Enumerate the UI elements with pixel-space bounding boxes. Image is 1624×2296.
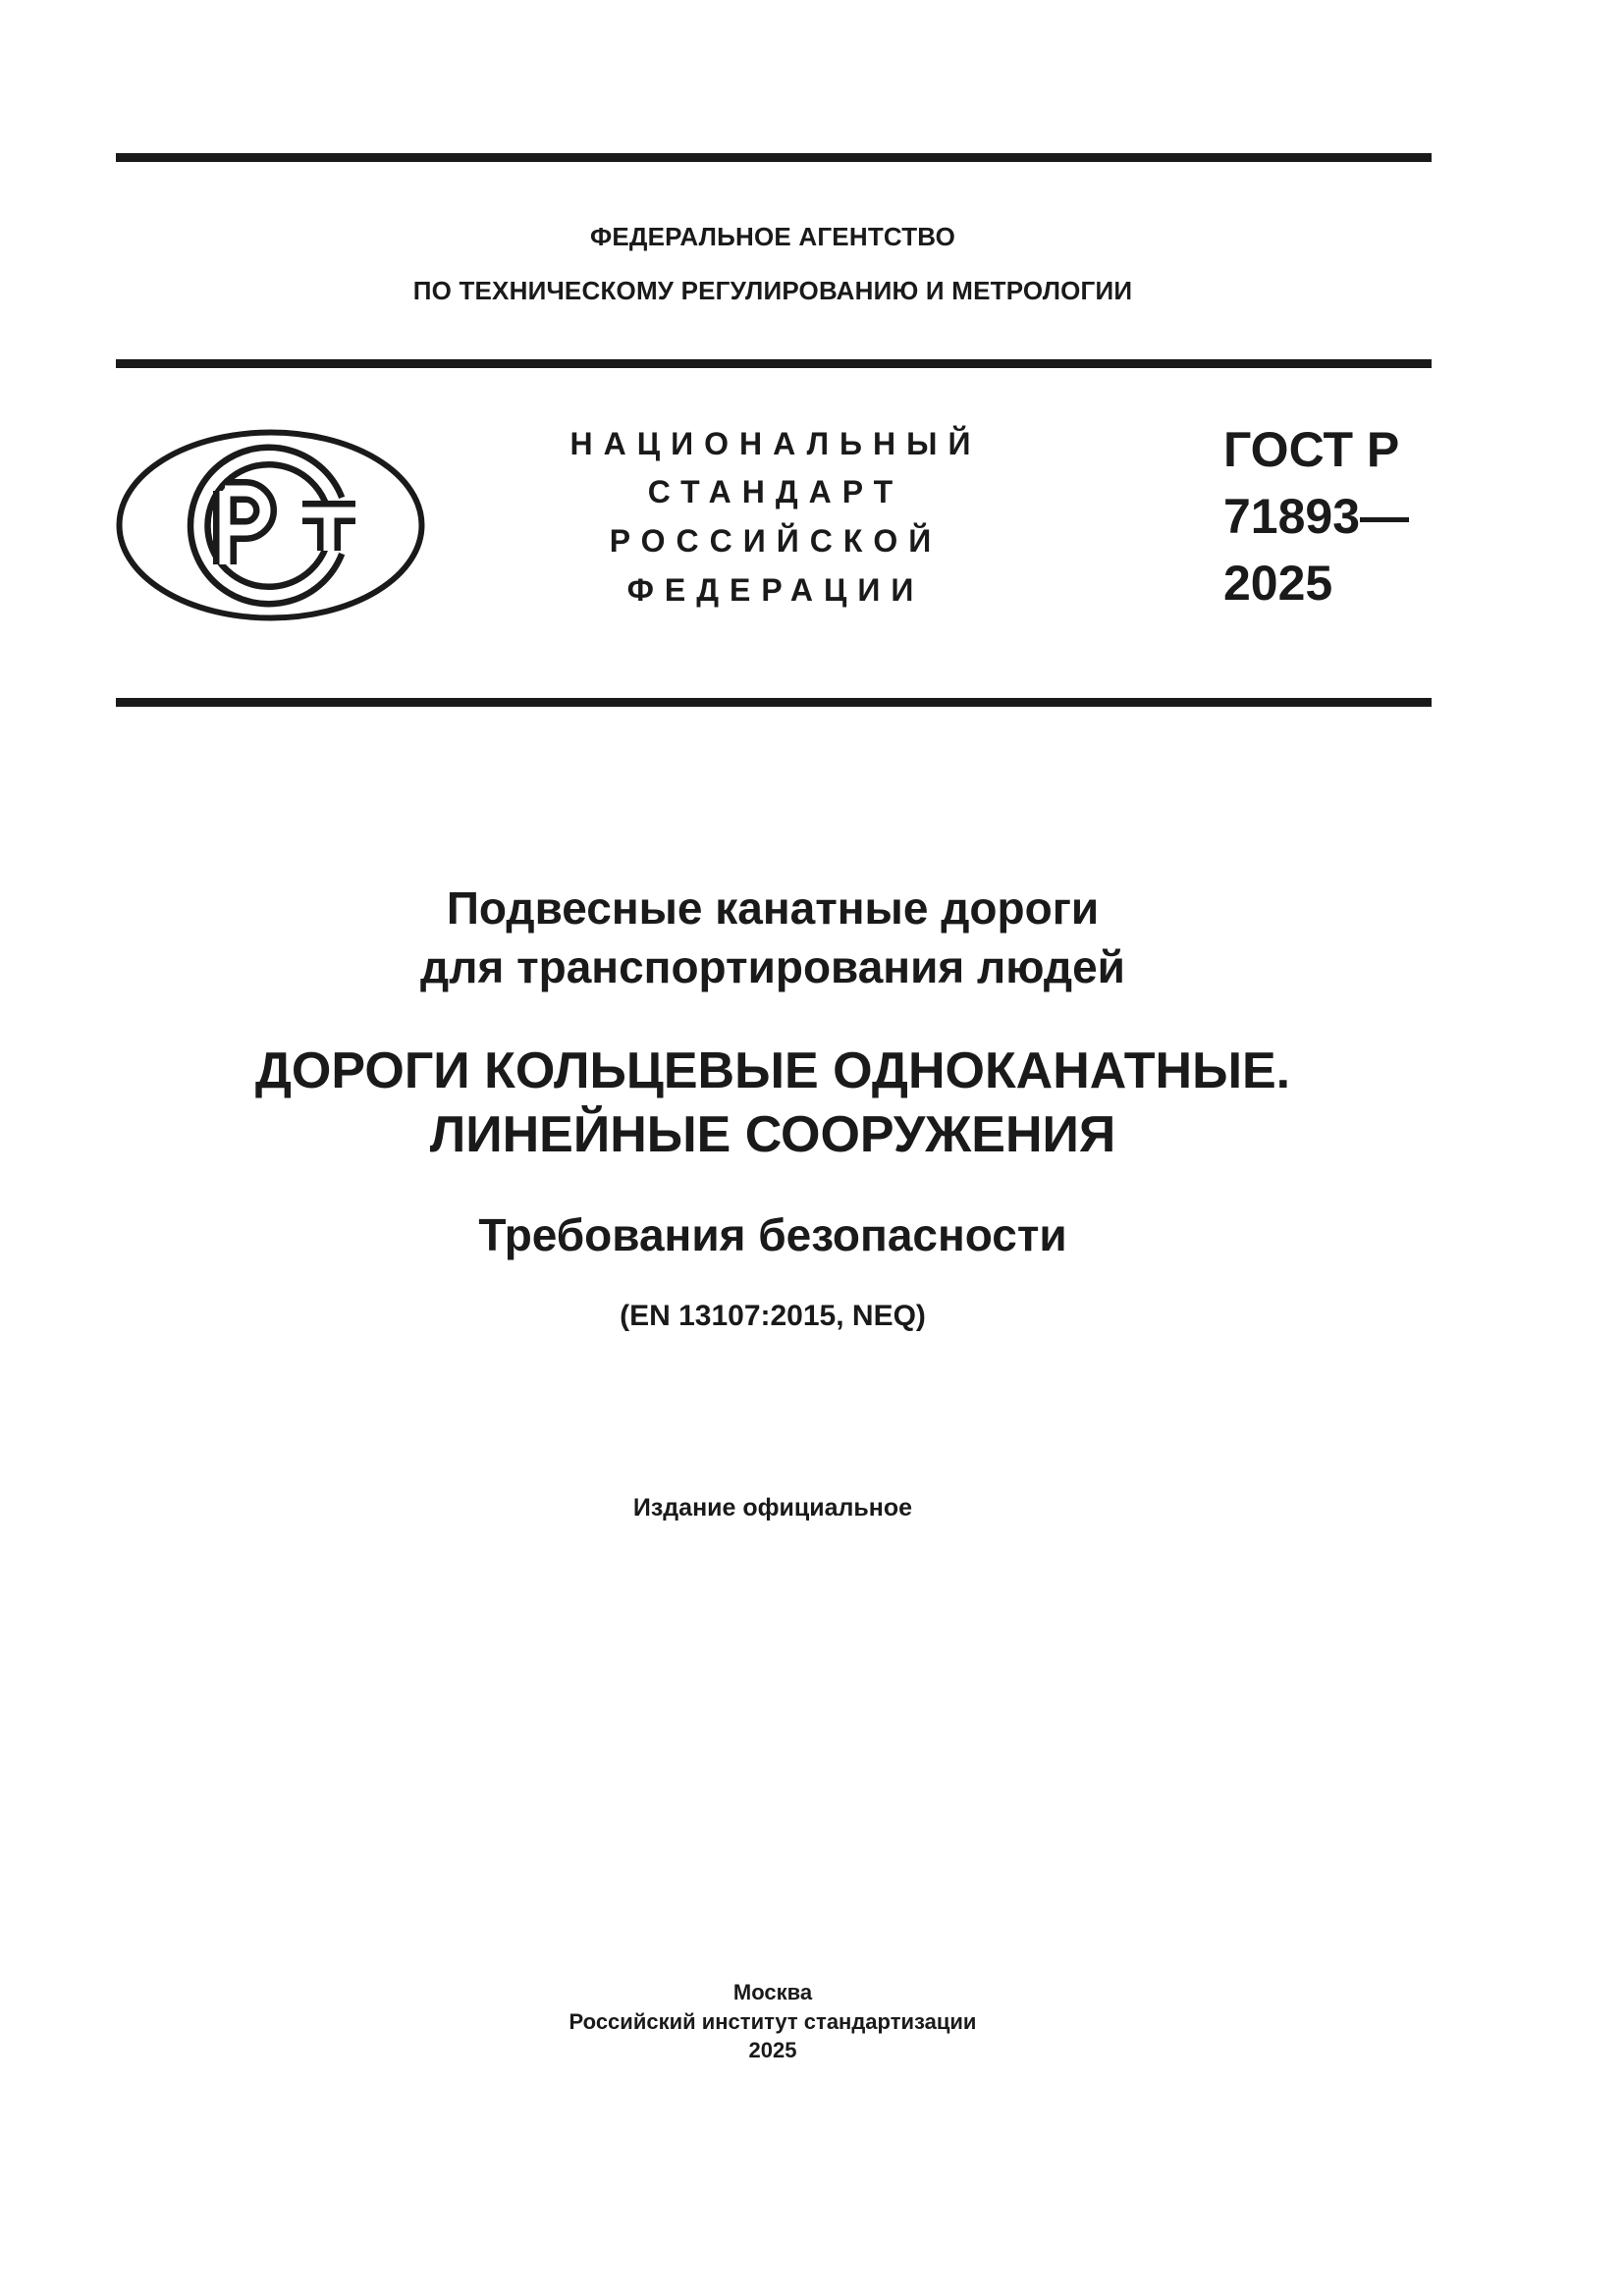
imprint-year: 2025 — [748, 2038, 797, 2062]
top-rule — [116, 153, 1432, 162]
standard-designation-line-1: ГОСТ Р — [1223, 422, 1400, 477]
standard-designation-line-3: 2025 — [1223, 556, 1333, 611]
agency-line-1: ФЕДЕРАЛЬНОЕ АГЕНТСТВО — [589, 222, 956, 251]
rst-certification-logo-icon — [116, 429, 425, 621]
imprint-city: Москва — [732, 1980, 813, 2004]
national-standard-line-1: НАЦИОНАЛЬНЫЙ — [569, 426, 982, 461]
national-standard-line-3: РОССИЙСКОЙ — [609, 523, 943, 559]
imprint-publisher: Российский институт стандартизации — [568, 2009, 977, 2034]
subject-line-2: для транспортирования людей — [420, 941, 1125, 992]
document-title-line-1: ДОРОГИ КОЛЬЦЕВЫЕ ОДНОКАНАТНЫЕ. — [254, 1042, 1291, 1099]
section-rule — [116, 698, 1432, 707]
document-subtitle: Требования безопасности — [478, 1209, 1067, 1260]
international-reference: (EN 13107:2015, NEQ) — [620, 1300, 926, 1332]
subject-line-1: Подвесные канатные дороги — [446, 882, 1100, 934]
national-standard-line-2: СТАНДАРТ — [647, 474, 904, 509]
edition-label: Издание официальное — [632, 1494, 913, 1522]
header-rule — [116, 359, 1432, 368]
standard-designation-line-2: 71893— — [1223, 489, 1410, 544]
document-title-line-2: ЛИНЕЙНЫЕ СООРУЖЕНИЯ — [429, 1106, 1116, 1163]
national-standard-line-4: ФЕДЕРАЦИИ — [626, 572, 925, 608]
agency-line-2: ПО ТЕХНИЧЕСКОМУ РЕГУЛИРОВАНИЮ И МЕТРОЛОГИИ — [412, 276, 1133, 305]
